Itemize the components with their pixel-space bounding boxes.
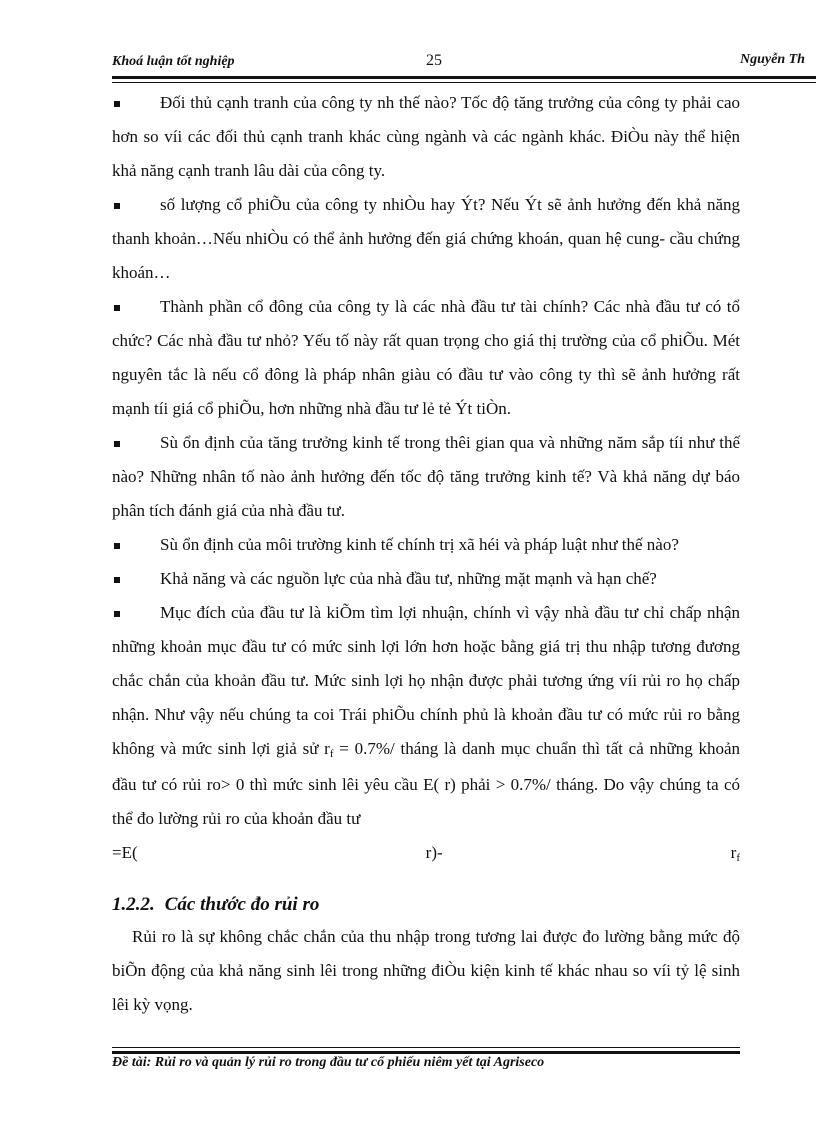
equation-part-1: =E( xyxy=(112,843,138,862)
header-rule xyxy=(112,76,816,83)
page-number: 25 xyxy=(426,52,442,69)
subscript-f: f xyxy=(736,852,740,864)
bullet-text: Khả năng và các nguồn lực của nhà đầu tư, những mặt mạnh và hạn chế? xyxy=(160,569,657,588)
subscript-f: f xyxy=(329,748,334,760)
header-author: Nguyễn Th xyxy=(740,52,805,67)
bullet-text: Đối thủ cạnh tranh của công ty nh thế nào? Tốc độ tăng trưởng của công ty phải cao hơn so víi các đối thủ cạnh tranh khác cùng ngành và các ngành khác. ĐiÒu này thể hiện khả năng cạnh tranh lâu dài của công ty. xyxy=(112,93,740,180)
bullet-paragraph xyxy=(112,426,740,528)
bullet-text: số lượng cổ phiÕu của công ty nhiÒu hay Ýt? Nếu Ýt sẽ ảnh hưởng đến khả năng thanh khoản…Nếu nhiÒu có thể ảnh hưởng đến giá chứng khoán, quan hệ cung- cầu chứng khoán… xyxy=(112,195,740,282)
page-header xyxy=(0,50,816,72)
section-number: 1.2.2. xyxy=(112,894,155,915)
bullet-paragraph xyxy=(112,290,740,426)
footer-rule xyxy=(112,1047,740,1054)
bullet-square-icon xyxy=(114,441,120,447)
bullet-square-icon xyxy=(114,305,120,311)
risk-equation xyxy=(112,836,740,872)
bullet-paragraph xyxy=(112,562,740,596)
equation-part-2: r)- xyxy=(425,843,443,862)
page-body xyxy=(112,86,740,1022)
section-title: Các thước đo rủi ro xyxy=(164,894,320,915)
bullet-text: Sù ổn định của môi trường kinh tế chính trị xã héi và pháp luật như thế nào? xyxy=(160,535,679,554)
bullet-paragraph xyxy=(112,188,740,290)
header-title: Khoá luận tốt nghiệp xyxy=(112,54,235,69)
bullet-square-icon xyxy=(114,203,120,209)
bullet-text: Mục đích của đầu tư là kiÕm tìm lợi nhuận, chính vì vậy nhà đầu tư chỉ chấp nhận những khoản mục đầu tư có mức sinh lợi lớn hơn hoặc bằng giá trị thu nhập tương đương chắc chắn của khoản đầu tư. Mức sinh lợi họ nhận được phải tương ứng víi rủi ro họ chấp nhận. Như vậy nếu chúng ta coi Trái phiÕu chính phủ là khoản đầu tư có mức rủi ro bằng không và mức sinh lợi giả sử r xyxy=(112,603,740,758)
bullet-square-icon xyxy=(114,611,120,617)
bullet-paragraph xyxy=(112,86,740,188)
bullet-text: Sù ổn định của tăng trưởng kinh tế trong thêi gian qua và những năm sắp tíi như thế nào? Những nhân tố nào ảnh hưởng đến tốc độ tăng trưởng kinh tế? Và khả năng dự báo phân tích đánh giá của nhà đầu tư. xyxy=(112,433,740,520)
bullet-square-icon xyxy=(114,101,120,107)
bullet-text-continued: = 0.7%/ tháng là danh mục chuẩn thì tất cả những khoản đầu tư có rủi ro> 0 thì mức sinh lêi yêu cầu E( r) phải > 0.7%/ tháng. Do vậy chúng ta có thể đo lường rủi ro của khoản đầu tư xyxy=(112,739,741,828)
section-heading xyxy=(112,890,740,920)
bullet-paragraph xyxy=(112,528,740,562)
page-footer: Đề tài: Rủi ro và quản lý rủi ro trong đầu tư cổ phiếu niêm yết tại Agriseco xyxy=(112,1055,545,1070)
equation-part-3: rf xyxy=(730,843,740,864)
bullet-square-icon xyxy=(114,577,120,583)
section-paragraph: Rủi ro là sự không chắc chắn của thu nhập trong tương lai được đo lường bằng mức độ biÕn động của khả năng sinh lêi trong những điÒu kiện kinh tế khác nhau so víi tỷ lệ sinh lêi kỳ vọng. xyxy=(112,927,740,1014)
bullet-text: Thành phần cổ đông của công ty là các nhà đầu tư tài chính? Các nhà đầu tư có tổ chức? Các nhà đầu tư nhỏ? Yếu tố này rất quan trọng cho giá thị trường của cổ phiÕu. Mét nguyên tắc là nếu cổ đông là pháp nhân giàu có đầu tư vào công ty thì sẽ ảnh hưởng rất mạnh tíi giá cổ phiÕu, hơn những nhà đầu tư lẻ tẻ Ýt tiÒn. xyxy=(112,297,740,418)
bullet-paragraph-risk-return xyxy=(112,596,740,836)
bullet-square-icon xyxy=(114,543,120,549)
